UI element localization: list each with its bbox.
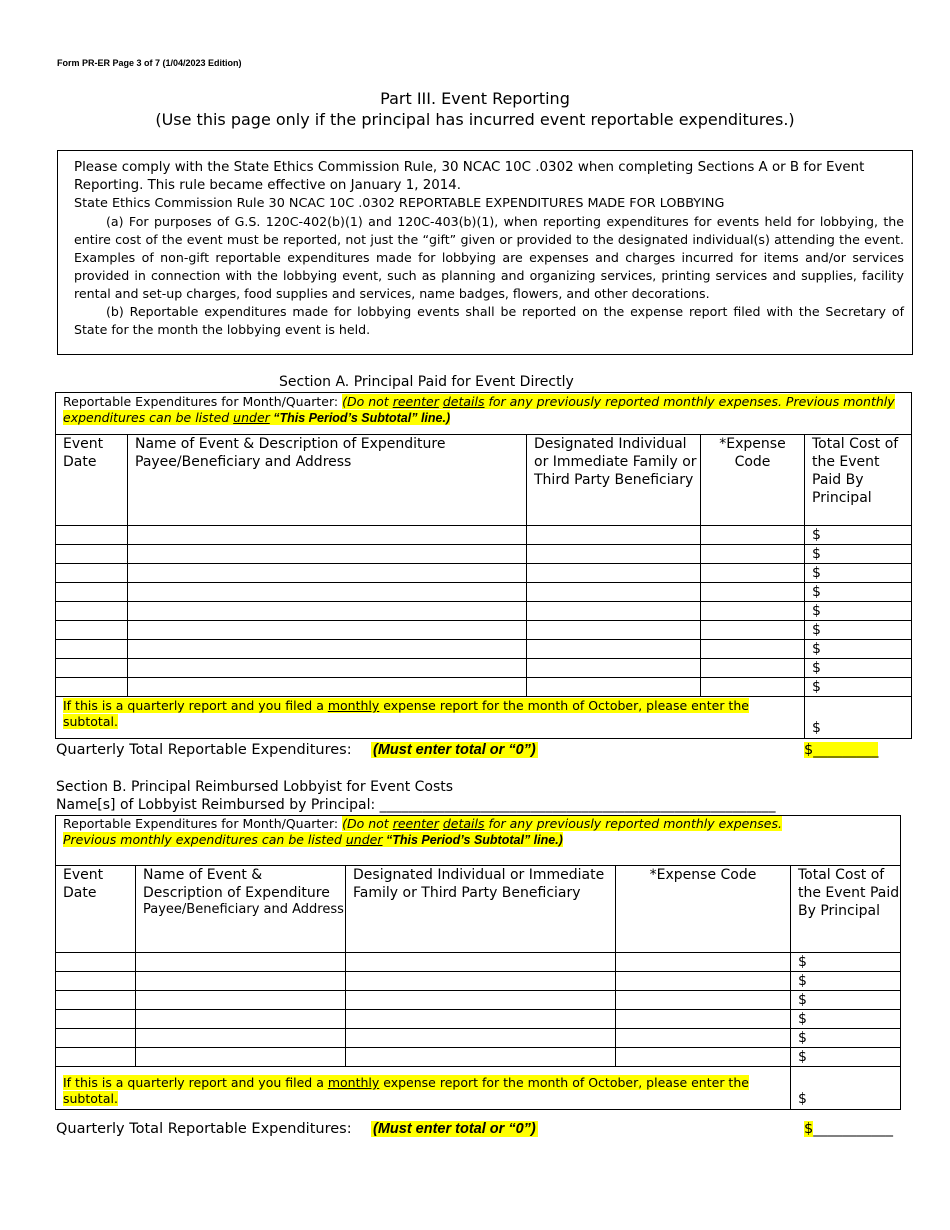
table-row <box>56 659 912 678</box>
amount-cell[interactable]: $ <box>791 991 901 1010</box>
amount-cell[interactable]: $ <box>805 640 912 659</box>
table-row <box>56 545 912 564</box>
section-a-total-value[interactable]: $_________ <box>804 742 879 758</box>
table-row <box>56 678 912 697</box>
amount-cell[interactable]: $ <box>791 972 901 991</box>
amount-cell[interactable]: $ <box>805 602 912 621</box>
ethics-rule-box <box>57 150 913 355</box>
part-title-block <box>0 88 950 130</box>
section-a-quarterly-note: If this is a quarterly report and you filed a monthly expense report for the month of October, please enter the subtotal. <box>56 697 805 739</box>
col-expense-code: *Expense Code <box>701 435 805 526</box>
section-a-table <box>55 392 912 739</box>
amount-cell[interactable]: $ <box>791 1029 901 1048</box>
section-b-total-label: Quarterly Total Reportable Expenditures: <box>56 1121 352 1137</box>
section-b-total-value[interactable]: $___________ <box>804 1121 893 1137</box>
form-number: Form PR-ER Page 3 of 7 (1/04/2023 Edition) <box>57 58 242 68</box>
section-a-period-note: (Do not reenter details for any previously reported monthly expenses. Previous monthly expenditures can be listed under “This Period’s Subtotal” line.) <box>63 394 895 425</box>
section-b-period-note-2: Previous monthly expenditures can be listed under “This Period’s Subtotal” line.) <box>63 832 563 847</box>
section-b-subtotal-cell[interactable]: $ <box>791 1067 901 1110</box>
section-b-quarterly-note: If this is a quarterly report and you filed a monthly expense report for the month of October, please enter the subtotal. <box>56 1067 791 1110</box>
table-row <box>56 640 912 659</box>
col-name-desc: Name of Event & Description of Expenditure Payee/Beneficiary and Address <box>136 866 346 953</box>
amount-cell[interactable]: $ <box>791 1010 901 1029</box>
section-b-lobbyist-row <box>56 796 776 814</box>
col-name-desc: Name of Event & Description of Expenditure Payee/Beneficiary and Address <box>128 435 527 526</box>
part-title: Part III. Event Reporting <box>380 89 570 108</box>
rule-para-a: (a) For purposes of G.S. 120C-402(b)(1) and 120C-403(b)(1), when reporting expenditures for events held for lobbying, the entire cost of the event must be reported, not just the “gift” given or provided to the designated individual(s) attending the event. Examples of non-gift reportable expenditures made for lobbying are expenses and charges incurred for items and/or services provided in connection with the lobbying event, such as planning and organizing services, printing services and supplies, facility rental and set-up charges, food supplies and services, name badges, flowers, and other decorations. <box>74 214 904 301</box>
table-row <box>56 972 901 991</box>
rule-para-b: (b) Reportable expenditures made for lobbying events shall be reported on the expense report filed with the Secretary of State for the month the lobbying event is held. <box>74 304 904 337</box>
amount-cell[interactable]: $ <box>805 583 912 602</box>
section-b-total-must: (Must enter total or “0”) <box>373 1121 536 1137</box>
table-row <box>56 564 912 583</box>
amount-cell[interactable]: $ <box>805 659 912 678</box>
amount-cell[interactable]: $ <box>791 1048 901 1067</box>
rule-heading: State Ethics Commission Rule 30 NCAC 10C .0302 REPORTABLE EXPENDITURES MADE FOR LOBBYING <box>74 196 725 211</box>
table-row <box>56 953 901 972</box>
table-row <box>56 602 912 621</box>
table-row <box>56 621 912 640</box>
col-event-date: Event Date <box>56 435 128 526</box>
col-total-cost: Total Cost of the Event Paid By Principal <box>791 866 901 953</box>
table-row <box>56 991 901 1010</box>
section-a-period-cell <box>56 393 912 435</box>
table-row <box>56 526 912 545</box>
rule-intro: Please comply with the State Ethics Commission Rule, 30 NCAC 10C .0302 when completing Sections A or B for Event Reporting. This rule became effective on January 1, 2014. <box>74 160 865 193</box>
col-designated: Designated Individual or Immediate Family or Third Party Beneficiary <box>527 435 701 526</box>
amount-cell[interactable]: $ <box>791 953 901 972</box>
section-a-subtotal-cell[interactable]: $ <box>805 697 912 739</box>
section-b-period-cell <box>56 816 901 866</box>
section-b-table <box>55 815 901 1110</box>
amount-cell[interactable]: $ <box>805 545 912 564</box>
col-event-date: Event Date <box>56 866 136 953</box>
table-row <box>56 1029 901 1048</box>
col-total-cost: Total Cost of the Event Paid By Principal <box>805 435 912 526</box>
amount-cell[interactable]: $ <box>805 564 912 583</box>
section-b-title: Section B. Principal Reimbursed Lobbyist for Event Costs <box>56 779 454 795</box>
section-a-total-label: Quarterly Total Reportable Expenditures: <box>56 742 352 758</box>
table-row <box>56 1048 901 1067</box>
section-b-period-label: Reportable Expenditures for Month/Quarter: <box>63 816 339 831</box>
part-subtitle: (Use this page only if the principal has incurred event reportable expenditures.) <box>155 110 795 129</box>
lobbyist-line[interactable]: _______________________________________________________ <box>379 797 776 813</box>
amount-cell[interactable]: $ <box>805 621 912 640</box>
lobbyist-label: Name[s] of Lobbyist Reimbursed by Principal: <box>56 797 376 813</box>
col-designated: Designated Individual or Immediate Family or Third Party Beneficiary <box>346 866 616 953</box>
amount-cell[interactable]: $ <box>805 678 912 697</box>
table-row <box>56 1010 901 1029</box>
col-expense-code: *Expense Code <box>616 866 791 953</box>
section-b-period-note: (Do not reenter details for any previously reported monthly expenses. <box>342 816 782 831</box>
section-a-title: Section A. Principal Paid for Event Directly <box>279 374 574 390</box>
table-row <box>56 583 912 602</box>
amount-cell[interactable]: $ <box>805 526 912 545</box>
section-a-period-label: Reportable Expenditures for Month/Quarter: <box>63 394 339 409</box>
section-a-total-must: (Must enter total or “0”) <box>373 742 536 758</box>
